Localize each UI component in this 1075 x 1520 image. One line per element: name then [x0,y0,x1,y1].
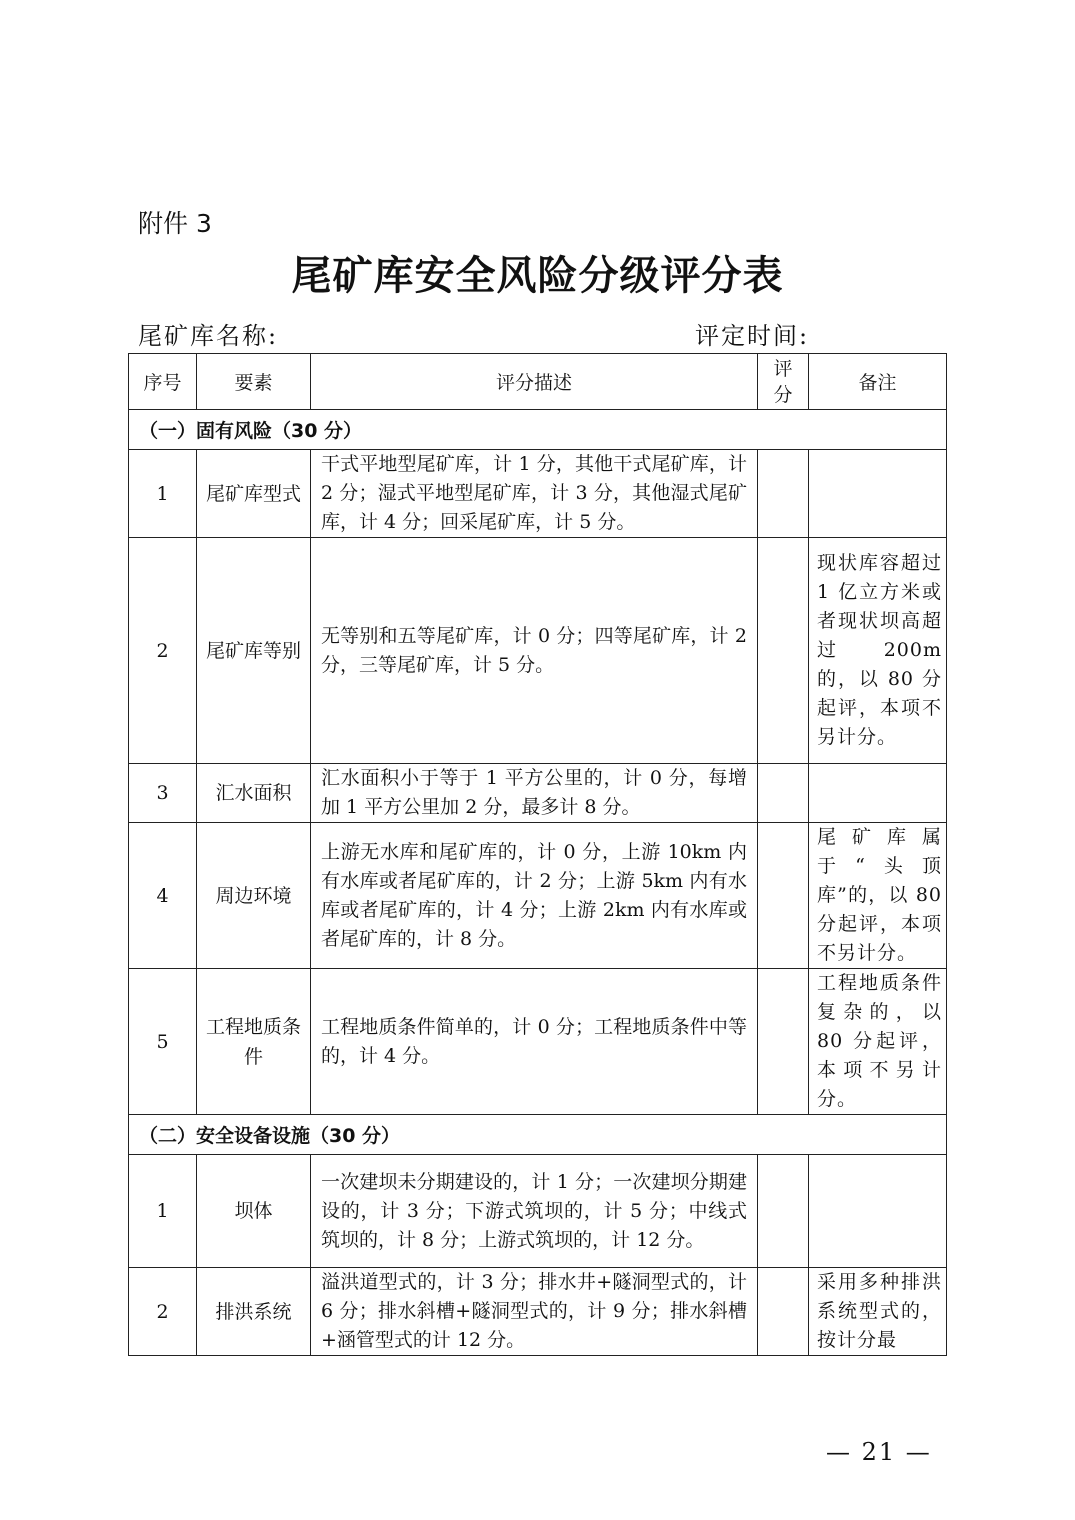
row-element: 排洪系统 [197,1268,311,1356]
row-element: 尾矿库等别 [197,538,311,764]
row-no: 1 [129,1155,197,1268]
row-note: 采用多种排洪系统型式的，按计分最 [809,1268,947,1356]
section-row [129,1115,947,1155]
row-description: 无等别和五等尾矿库，计 0 分；四等尾矿库，计 2 分，三等尾矿库，计 5 分。 [311,538,758,764]
table-row [129,1268,947,1356]
section-title: （一）固有风险（30 分） [129,410,947,450]
header-note: 备注 [809,354,947,410]
row-no: 1 [129,450,197,538]
section-title: （二）安全设备设施（30 分） [129,1115,947,1155]
row-description: 一次建坝未分期建设的，计 1 分；一次建坝分期建设的，计 3 分；下游式筑坝的，计 5 分；中线式筑坝的，计 8 分；上游式筑坝的，计 12 分。 [311,1155,758,1268]
row-description: 汇水面积小于等于 1 平方公里的，计 0 分，每增加 1 平方公里加 2 分，最多计 8 分。 [311,764,758,823]
row-note [809,1155,947,1268]
header-no: 序号 [129,354,197,410]
header-score: 评 分 [758,354,809,410]
row-no: 5 [129,969,197,1115]
table-row [129,538,947,764]
row-element: 坝体 [197,1155,311,1268]
row-score [758,823,809,969]
header-description: 评分描述 [311,354,758,410]
row-score [758,1155,809,1268]
row-score [758,764,809,823]
row-score [758,450,809,538]
table-row [129,450,947,538]
row-element: 汇水面积 [197,764,311,823]
tailings-name-label: 尾矿库名称: [138,322,279,350]
row-no: 2 [129,1268,197,1356]
row-score [758,538,809,764]
row-element: 工程地质条件 [197,969,311,1115]
table-row [129,1155,947,1268]
row-note: 尾矿库属于“头顶库”的，以 80 分起评，本项不另计分。 [809,823,947,969]
attachment-label: 附件 3 [138,209,212,238]
row-note [809,764,947,823]
row-note [809,450,947,538]
table-row [129,969,947,1115]
row-score [758,969,809,1115]
document-title: 尾矿库安全风险分级评分表 [291,252,784,299]
table-row [129,823,947,969]
row-note: 现状库容超过 1 亿立方米或者现状坝高超过 200m 的，以 80 分起评，本项不另计分。 [809,538,947,764]
row-description: 干式平地型尾矿库，计 1 分，其他干式尾矿库，计 2 分；湿式平地型尾矿库，计 3 分，其他湿式尾矿库，计 4 分；回采尾矿库，计 5 分。 [311,450,758,538]
section-row [129,410,947,450]
row-description: 溢洪道型式的，计 3 分；排水井+隧洞型式的，计 6 分；排水斜槽+隧洞型式的，计 9 分；排水斜槽+涵管型式的计 12 分。 [311,1268,758,1356]
row-element: 周边环境 [197,823,311,969]
row-element: 尾矿库型式 [197,450,311,538]
row-note: 工程地质条件复杂的，以 80 分起评，本项不另计分。 [809,969,947,1115]
page-number: — 21 — [826,1438,932,1466]
assessment-time-label: 评定时间: [695,322,810,350]
row-no: 3 [129,764,197,823]
row-description: 上游无水库和尾矿库的，计 0 分，上游 10km 内有水库或者尾矿库的，计 2 分；上游 5km 内有水库或者尾矿库的，计 4 分；上游 2km 内有水库或者尾矿库的，计 8 分。 [311,823,758,969]
table-row [129,764,947,823]
table-header-row [129,354,947,410]
row-no: 4 [129,823,197,969]
row-score [758,1268,809,1356]
scoring-table [128,353,947,1356]
header-element: 要素 [197,354,311,410]
row-description: 工程地质条件简单的，计 0 分；工程地质条件中等的，计 4 分。 [311,969,758,1115]
row-no: 2 [129,538,197,764]
